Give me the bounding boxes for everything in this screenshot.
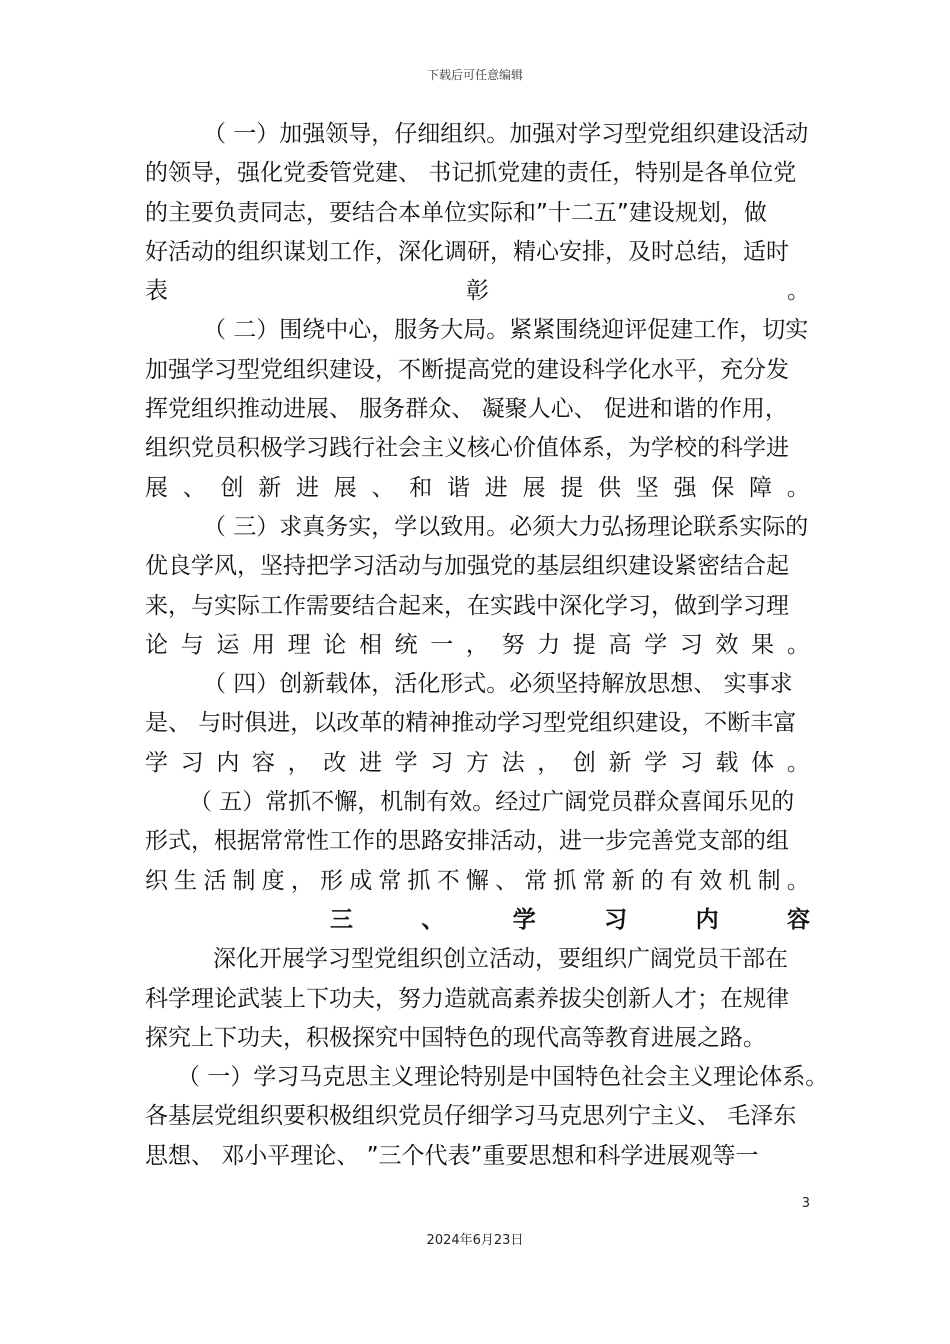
paragraph-line: （ 三）求真务实，学以致用。必须大力弘扬理论联系实际的	[203, 513, 809, 540]
spread-char: 度	[261, 867, 285, 894]
spread-char: 、	[371, 474, 395, 501]
paragraph-line: 组织党员积极学习践行社会主义核心价值体系，为学校的科学进	[145, 435, 789, 462]
spread-char: 不	[436, 867, 460, 894]
paragraph-line: （ 五）常抓不懈，机制有效。经过广阔党员群众喜闻乐见的	[189, 789, 795, 816]
spread-char: 、	[495, 867, 519, 894]
spread-line-fazhan	[145, 469, 810, 508]
heading-char: 、	[421, 906, 445, 933]
spread-char: 改	[323, 749, 347, 776]
spread-char: 进	[296, 474, 319, 501]
spread-char: 新	[611, 867, 635, 894]
spread-char: 论	[145, 631, 168, 658]
spread-char: 运	[216, 631, 240, 658]
spread-char: 效	[715, 631, 739, 658]
heading-char: 三	[330, 906, 353, 933]
spread-char: 常	[524, 867, 548, 894]
paragraph-line: 加强学习型党组织建设，不断提高党的建设科学化水平，充分发	[145, 356, 789, 383]
paragraph-line: 好活动的组织谋划工作，深化调研，精心安排，及时总结，适时	[145, 238, 789, 265]
spread-char: 方	[465, 749, 489, 776]
spread-char: 习	[679, 631, 703, 658]
heading-char: 学	[512, 906, 536, 933]
spread-char: 抓	[553, 867, 577, 894]
spread-char: 进	[484, 474, 508, 501]
spread-char: 习	[679, 749, 703, 776]
spread-char: 展	[145, 474, 168, 501]
spread-char: 的	[640, 867, 664, 894]
spread-char: 内	[216, 749, 240, 776]
spread-char: 果	[751, 631, 775, 658]
spread-char: 活	[203, 867, 227, 894]
spread-char: 新	[608, 749, 632, 776]
spread-char: 学	[644, 631, 668, 658]
paragraph-line: 科学理论武装上下功夫，努力造就高素养拔尖创新人才；在规律	[145, 985, 789, 1012]
heading-char: 内	[695, 906, 719, 933]
spread-char: 有	[670, 867, 694, 894]
spread-char: 表	[145, 278, 168, 305]
spread-char: 相	[358, 631, 382, 658]
spread-char: 努	[501, 631, 525, 658]
spread-char: 。	[786, 749, 810, 776]
spread-char: 和	[409, 474, 433, 501]
spread-char: ，	[287, 749, 311, 776]
spread-char: 彰	[466, 278, 489, 305]
spread-char: 形	[320, 867, 344, 894]
spread-char: 常	[378, 867, 402, 894]
paragraph-line: 优良学风，坚持把学习活动与加强党的基层组织建设紧密结合起	[145, 553, 789, 580]
spread-char: 习	[180, 749, 204, 776]
spread-char: 学	[644, 749, 668, 776]
paragraph-line: （ 二）围绕中心，服务大局。紧紧围绕迎评促建工作，切实	[203, 317, 809, 344]
spread-char: 制	[757, 867, 781, 894]
spread-char: 进	[358, 749, 382, 776]
spread-char: 展	[333, 474, 357, 501]
paragraph-line: 的领导，强化党委管党建、 书记抓党建的责任，特别是各单位党	[145, 160, 797, 187]
page-number: 3	[801, 1196, 810, 1211]
spread-char: 理	[287, 631, 311, 658]
spread-char: 学	[394, 749, 418, 776]
spread-char: 织	[145, 867, 168, 894]
spread-line-xiaoguo	[145, 626, 810, 665]
spread-char: 抓	[407, 867, 431, 894]
spread-char: 创	[572, 749, 596, 776]
spread-char: ，	[290, 867, 314, 894]
spread-char: 保	[711, 474, 735, 501]
spread-char: 论	[323, 631, 347, 658]
spread-char: 力	[537, 631, 561, 658]
heading-char: 容	[786, 906, 810, 933]
paragraph-line: 深化开展学习型党组织创立活动，要组织广阔党员干部在	[213, 946, 788, 973]
spread-line-jizhi	[145, 862, 810, 901]
spread-char: 谐	[447, 474, 470, 501]
document-body	[145, 115, 829, 1176]
spread-char: 成	[349, 867, 373, 894]
spread-char: 强	[673, 474, 697, 501]
footer-date: 2024年6月23日	[426, 1233, 524, 1248]
spread-char: 。	[786, 631, 810, 658]
spread-char: 习	[430, 749, 454, 776]
spread-char: 机	[728, 867, 752, 894]
spread-char: 常	[582, 867, 606, 894]
spread-char: 新	[258, 474, 282, 501]
paragraph-line: 的主要负责同志，要结合本单位实际和”十二五”建设规划，做	[145, 199, 767, 226]
spread-char: ，	[537, 749, 561, 776]
spread-char: 。	[786, 474, 810, 501]
spread-char: 提	[560, 474, 584, 501]
paragraph-line: 各基层党组织要积极组织党员仔细学习马克思列宁主义、 毛泽东	[145, 1103, 797, 1130]
spread-char: 与	[180, 631, 204, 658]
spread-char: 坚	[635, 474, 659, 501]
spread-char: 效	[699, 867, 723, 894]
spread-char: 学	[145, 749, 168, 776]
spread-char: 提	[572, 631, 596, 658]
spread-char: 一	[430, 631, 454, 658]
spread-char: 创	[220, 474, 244, 501]
paragraph-line: 来，与实际工作需要结合起来，在实践中深化学习，做到学习理	[145, 592, 789, 619]
spread-line-biaozhang	[145, 272, 810, 311]
paragraph-line: 挥党组织推动进展、 服务群众、 凝聚人心、 促进和谐的作用，	[145, 396, 788, 423]
spread-char: ，	[465, 631, 489, 658]
spread-char: 懈	[465, 867, 489, 894]
paragraph-line: 探究上下功夫，积极探究中国特色的现代高等教育进展之路。	[145, 1024, 766, 1051]
spread-char: 容	[251, 749, 275, 776]
paragraph-line: （ 一）加强领导，仔细组织。加强对学习型党组织建设活动	[203, 121, 809, 147]
page-header-note: 下载后可任意编辑	[426, 68, 523, 82]
spread-char: 。	[787, 278, 810, 305]
section-heading	[145, 901, 810, 940]
paragraph-line: 思想、 邓小平理论、 ”三个代表”重要思想和科学进展观等一	[145, 1142, 759, 1169]
spread-char: 用	[251, 631, 275, 658]
spread-char: 统	[394, 631, 418, 658]
heading-char: 习	[604, 906, 628, 933]
spread-char: 制	[232, 867, 256, 894]
paragraph-line: 是、 与时俱进，以改革的精神推动学习型党组织建设，不断丰富	[145, 710, 797, 737]
spread-char: 体	[751, 749, 775, 776]
spread-char: 载	[715, 749, 739, 776]
spread-char: 供	[598, 474, 621, 501]
paragraph-line: （ 四）创新载体，活化形式。必须坚持解放思想、 实事求	[203, 671, 793, 698]
spread-char: 法	[501, 749, 525, 776]
spread-char: 。	[786, 867, 810, 894]
paragraph-line: 形式，根据常常性工作的思路安排活动，进一步完善党支部的组	[145, 828, 789, 855]
spread-char: 生	[174, 867, 198, 894]
spread-char: 、	[182, 474, 206, 501]
spread-line-zaiti	[145, 744, 810, 783]
paragraph-line: （ 一）学习马克思主义理论特别是中国特色社会主义理论体系。	[177, 1064, 829, 1091]
spread-char: 障	[749, 474, 772, 501]
spread-char: 高	[608, 631, 632, 658]
spread-char: 展	[522, 474, 546, 501]
